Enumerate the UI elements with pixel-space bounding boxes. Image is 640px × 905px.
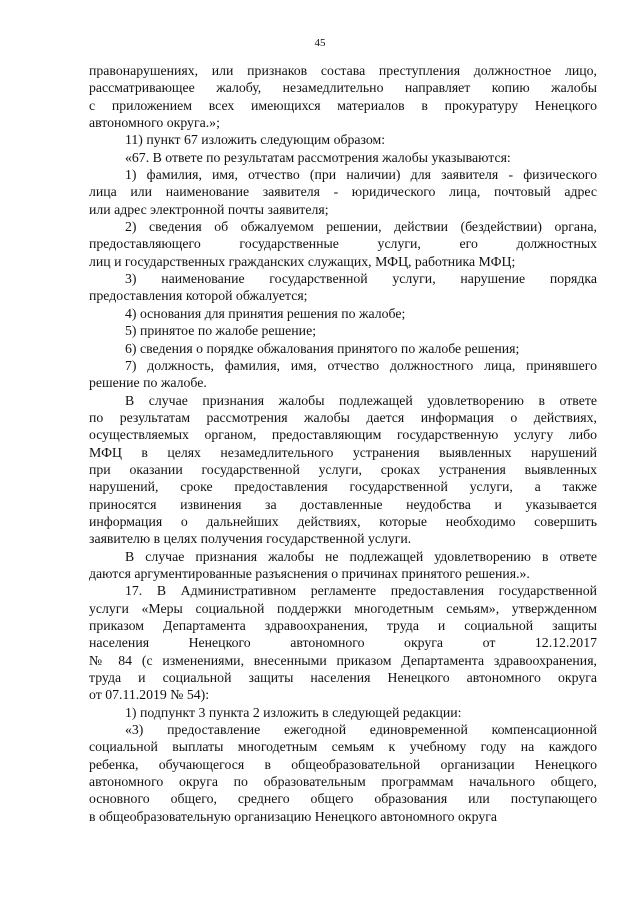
text-line: предоставления которой обжалуется; (89, 288, 308, 304)
text-line: лица или наименование заявителя - юридического лица, почтовый адрес (89, 184, 597, 200)
text-line: заявителю в целях получения государственной услуги. (89, 531, 412, 547)
text-line: «3) предоставление ежегодной единовременной компенсационной (125, 722, 597, 738)
paragraph (89, 166, 597, 218)
text-line: лиц и государственных гражданских служащих, МФЦ, работника МФЦ; (89, 253, 516, 269)
paragraph (89, 270, 597, 305)
text-line: населения Ненецкого автономного округа от 12.12.2017 (89, 635, 597, 651)
paragraph (89, 548, 597, 583)
text-line: 5) принятое по жалобе решение; (125, 323, 317, 339)
text-line: автономного округа.»; (89, 115, 220, 131)
text-line: с приложением всех имеющихся материалов в прокуратуру Ненецкого (89, 97, 597, 113)
text-line: правонарушениях, или признаков состава преступления должностное лицо, (89, 63, 597, 78)
text-line: информация о дальнейших действиях, которые необходимо совершить (89, 513, 597, 529)
text-line: автономного округа по образовательным программам начального общего, (89, 774, 597, 790)
paragraph (89, 721, 597, 825)
text-line: даются аргументированные разъяснения о причинах принятого решения.». (89, 565, 530, 581)
text-line: решение по жалобе. (89, 375, 207, 391)
page-number: 45 (314, 37, 326, 49)
text-line: нарушений, сроке предоставления государственной услуги, а также (89, 479, 597, 495)
text-line: осуществляемых органом, предоставляющим государственную услугу либо (89, 427, 597, 443)
text-line: 1) подпункт 3 пункта 2 изложить в следующей редакции: (125, 704, 462, 720)
paragraph (89, 392, 597, 548)
paragraph (89, 704, 597, 721)
paragraph (89, 305, 597, 322)
paragraph (89, 218, 597, 270)
text-line: приносятся извинения за доставленные неудобства и указывается (89, 496, 597, 512)
text-line: приказом Департамента здравоохранения, труда и социальной защиты (89, 618, 597, 633)
text-line: № 84 (с изменениями, внесенными приказом Департамента здравоохранения, (89, 652, 597, 668)
paragraph (89, 62, 597, 131)
text-line: по результатам рассмотрения жалобы дается информация о действиях, (89, 409, 597, 425)
text-line: В случае признания жалобы подлежащей удовлетворению в ответе (125, 392, 597, 408)
paragraph (89, 582, 597, 703)
text-line: 17. В Административном регламенте предоставления государственной (125, 583, 597, 599)
text-line: предоставляющего государственные услуги, его должностных (89, 236, 597, 252)
text-line: «67. В ответе по результатам рассмотрения жалобы указываются: (125, 149, 511, 165)
paragraph (89, 340, 597, 357)
text-line: рассматривающее жалобу, незамедлительно направляет копию жалобы (89, 80, 597, 96)
paragraph (89, 149, 597, 166)
paragraph (89, 357, 597, 392)
text-line: 7) должность, фамилия, имя, отчество должностного лица, принявшего (125, 357, 597, 373)
paragraph (89, 322, 597, 339)
text-line: 4) основания для принятия решения по жалобе; (125, 305, 406, 321)
text-line: МФЦ в целях незамедлительного устранения выявленных нарушений (89, 444, 597, 460)
text-line: услуги «Меры социальной поддержки многодетным семьям», утвержденном (89, 600, 597, 616)
text-line: 1) фамилия, имя, отчество (при наличии) для заявителя - физического (125, 167, 597, 183)
text-line: 2) сведения об обжалуемом решении, действии (бездействии) органа, (125, 219, 597, 235)
text-line: в общеобразовательную организацию Ненецкого автономного округа (89, 808, 498, 824)
text-line: 11) пункт 67 изложить следующим образом: (125, 132, 386, 148)
text-line: при оказании государственной услуги, сроках устранения выявленных (89, 461, 597, 477)
text-line: труда и социальной защиты населения Ненецкого автономного округа (89, 670, 597, 686)
text-line: 3) наименование государственной услуги, нарушение порядка (125, 271, 597, 287)
document-body (89, 62, 597, 825)
text-line: В случае признания жалобы не подлежащей удовлетворению в ответе (125, 548, 597, 564)
text-line: от 07.11.2019 № 54): (89, 687, 210, 703)
text-line: социальной выплаты многодетным семьям к учебному году на каждого (89, 739, 597, 755)
text-line: или адрес электронной почты заявителя; (89, 201, 329, 217)
text-line: 6) сведения о порядке обжалования принятого по жалобе решения; (125, 340, 520, 356)
paragraph (89, 131, 597, 148)
text-line: основного общего, среднего общего образования или поступающего (89, 791, 597, 807)
text-line: ребенка, обучающегося в общеобразовательной организации Ненецкого (89, 756, 597, 772)
